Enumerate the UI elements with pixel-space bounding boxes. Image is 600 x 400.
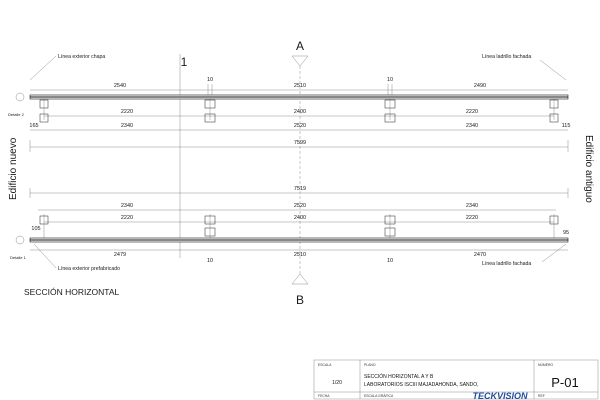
bottom-dim-overall: 7519 xyxy=(293,186,307,192)
top-dim-2340-a: 2340 xyxy=(120,123,134,129)
bottom-dim-2220-a: 2220 xyxy=(120,215,134,221)
top-left-callout: Línea exterior chapa xyxy=(58,54,106,60)
section-marker-a: A xyxy=(295,39,305,53)
bottom-detail-label: Detalle 1 xyxy=(10,255,26,260)
bottom-right-leader xyxy=(542,244,566,262)
top-dim-2510: 2510 xyxy=(293,83,307,89)
bottom-dim-95: 95 xyxy=(562,230,570,236)
section-arrow-a xyxy=(292,56,308,66)
scale-value: 1/20 xyxy=(332,380,342,386)
graphic-scale-header: ESCALA GRÁFICA xyxy=(364,394,394,398)
bottom-detail-circle xyxy=(16,236,24,244)
top-dim-overall: 7599 xyxy=(293,140,307,146)
bottom-dim-2510: 2510 xyxy=(293,252,307,258)
number-header: NÚMERO xyxy=(538,363,554,367)
company-logo: TECKVISION xyxy=(472,391,528,400)
top-dim-2220-a: 2220 xyxy=(120,109,134,115)
bottom-left-leader xyxy=(34,244,56,268)
bottom-dim-2340-b: 2340 xyxy=(465,203,479,209)
plan-header: PLANO xyxy=(364,363,376,367)
right-building-label: Edificio antiguo xyxy=(583,135,594,203)
axis-marker-1: 1 xyxy=(180,55,188,69)
scale-header: ESCALA xyxy=(318,363,332,367)
top-connector-2 xyxy=(385,99,395,120)
bottom-dim-2479: 2479 xyxy=(113,252,127,258)
ref-header: REF xyxy=(538,394,545,398)
bottom-dim-2470: 2470 xyxy=(473,252,487,258)
bottom-right-callout: Línea ladrillo fachada xyxy=(482,261,532,267)
top-detail-circle xyxy=(16,93,24,101)
plan-line-2: LABORATORIOS ISCIII MAJADAHONDA, SANDO, xyxy=(364,382,479,388)
bottom-dim-2220-b: 2220 xyxy=(465,215,479,221)
bottom-dim-joint-2: 10 xyxy=(386,258,394,264)
section-marker-b: B xyxy=(295,293,305,307)
top-left-leader xyxy=(30,56,56,80)
left-building-label: Edificio nuevo xyxy=(8,137,19,200)
top-dim-2400: 2400 xyxy=(293,109,307,115)
top-dim-2340-b: 2340 xyxy=(465,123,479,129)
top-dim-joint-2: 10 xyxy=(386,77,394,83)
top-right-callout: Línea ladrillo fachada xyxy=(482,54,532,60)
plan-number: P-01 xyxy=(551,375,579,390)
bottom-dim-joint-1: 10 xyxy=(206,258,214,264)
top-detail-label: Detalle 2 xyxy=(8,112,24,117)
plan-line-1: SECCIÓN HORIZONTAL A Y B xyxy=(364,374,434,380)
top-connector-right xyxy=(550,99,558,120)
bottom-connector-left xyxy=(40,214,48,240)
drawing-title: SECCIÓN HORIZONTAL xyxy=(24,287,120,297)
top-dim-165: 165 xyxy=(29,123,39,129)
bottom-dim-2520: 2520 xyxy=(293,203,307,209)
top-dim-2540: 2540 xyxy=(113,83,127,89)
date-header: FECHA xyxy=(318,394,330,398)
top-dim-2490: 2490 xyxy=(473,83,487,89)
bottom-dim-2340-a: 2340 xyxy=(120,203,134,209)
bottom-left-callout: Línea exterior prefabricado xyxy=(58,266,120,272)
section-arrow-b xyxy=(292,274,308,284)
top-connector-left xyxy=(40,99,48,120)
top-dim-2520: 2520 xyxy=(293,123,307,129)
top-dim-2220-b: 2220 xyxy=(465,109,479,115)
top-dim-115: 115 xyxy=(561,123,571,129)
top-dim-joint-1: 10 xyxy=(206,77,214,83)
top-right-leader xyxy=(540,60,566,80)
bottom-connector-right xyxy=(550,214,558,240)
bottom-dim-2400: 2400 xyxy=(293,215,307,221)
top-connector-1 xyxy=(205,99,215,120)
bottom-dim-105: 105 xyxy=(31,226,41,232)
